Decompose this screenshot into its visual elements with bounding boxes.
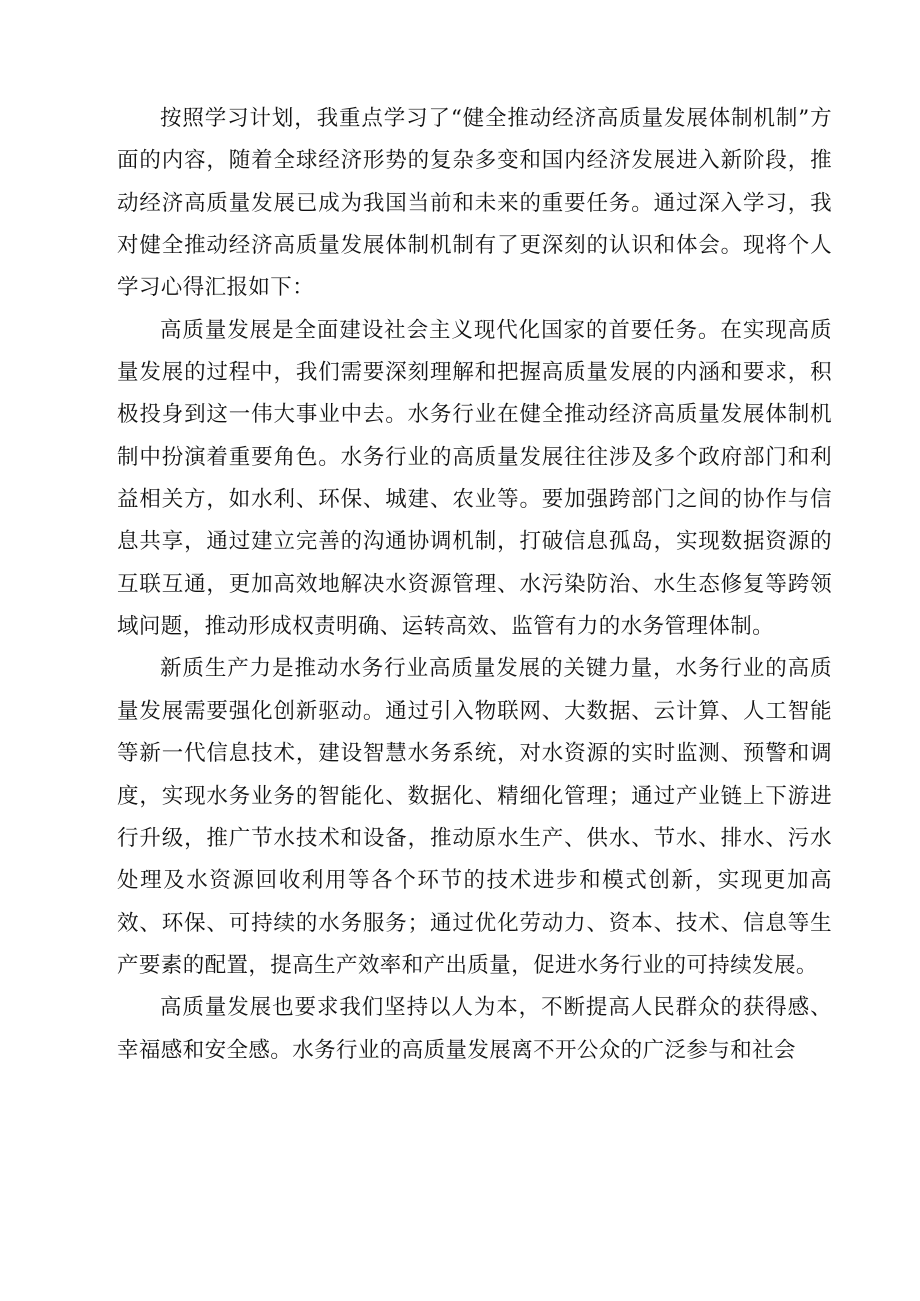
paragraph-new-productivity: 新质生产力是推动水务行业高质量发展的关键力量，水务行业的高质量发展需要强化创新驱动。通过引入物联网、大数据、云计算、人工智能等新一代信息技术，建设智慧水务系统，对水资源的实时监测、预警和调度，实现水务业务的智能化、数据化、精细化管理；通过产业链上下游进行升级，推广节水技术和设备，推动原水生产、供水、节水、排水、污水处理及水资源回收利用等各个环节的技术进步和模式创新，实现更加高效、环保、可持续的水务服务；通过优化劳动力、资本、技术、信息等生产要素的配置，提高生产效率和产出质量，促进水务行业的可持续发展。 xyxy=(117,656,832,978)
paragraph-intro: 按照学习计划，我重点学习了“健全推动经济高质量发展体制机制”方面的内容，随着全球经济形势的复杂多变和国内经济发展进入新阶段，推动经济高质量发展已成为我国当前和未来的重要任务。通过深入学习，我对健全推动经济高质量发展体制机制有了更深刻的认识和体会。现将个人学习心得汇报如下： xyxy=(117,106,832,301)
document-body xyxy=(117,98,832,1072)
paragraph-high-quality-development: 高质量发展是全面建设社会主义现代化国家的首要任务。在实现高质量发展的过程中，我们需要深刻理解和把握高质量发展的内涵和要求，积极投身到这一伟大事业中去。水务行业在健全推动经济高质量发展体制机制中扮演着重要角色。水务行业的高质量发展往往涉及多个政府部门和利益相关方，如水利、环保、城建、农业等。要加强跨部门之间的协作与信息共享，通过建立完善的沟通协调机制，打破信息孤岛，实现数据资源的互联互通，更加高效地解决水资源管理、水污染防治、水生态修复等跨领域问题，推动形成权责明确、运转高效、监管有力的水务管理体制。 xyxy=(117,317,832,640)
paragraph-people-oriented: 高质量发展也要求我们坚持以人为本，不断提高人民群众的获得感、幸福感和安全感。水务行业的高质量发展离不开公众的广泛参与和社会 xyxy=(117,995,832,1063)
